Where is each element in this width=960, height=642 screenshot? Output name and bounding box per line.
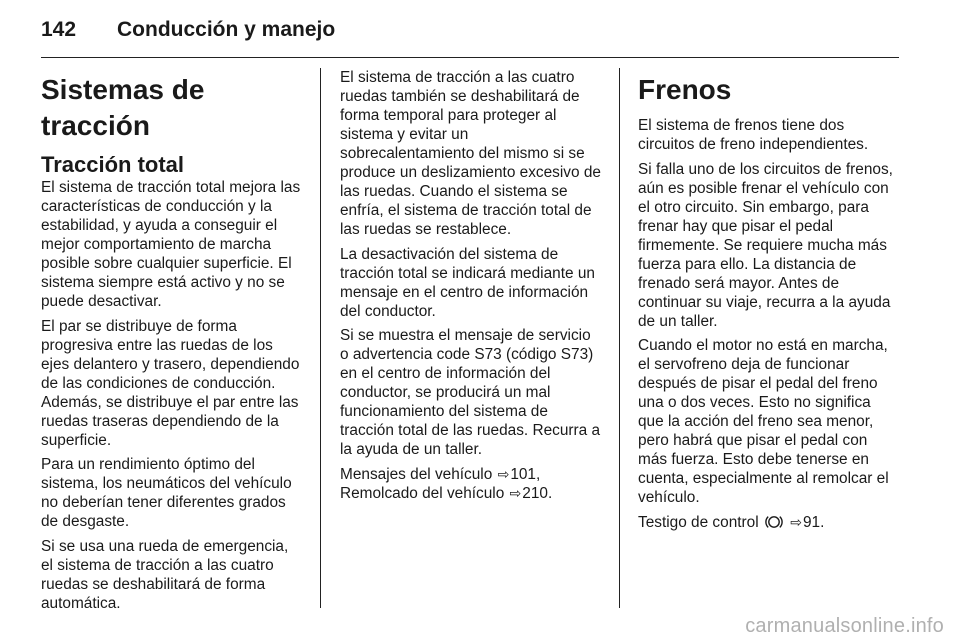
- column-3: [638, 68, 900, 537]
- paragraph: El sistema de frenos tiene dos circuitos de freno independientes.: [638, 117, 869, 153]
- reference-arrow-icon: ⇨: [497, 465, 510, 482]
- paragraph: Si se muestra el mensaje de servicio o advertencia code S73 (código S73) en el centro de información del conductor, se producirá un mal funcionamiento del sistema de tracción total de las ruedas. Recurra a la ayuda de un taller.: [340, 327, 601, 458]
- ref-page-link[interactable]: 101: [510, 465, 536, 483]
- paragraph: Cuando el motor no está en marcha, el servofreno deja de funcionar después de pisar el pedal del freno una o dos veces. Esto no significa que la acción del freno sea menor, pero habrá que pisar el pedal con más fuerza. Esto debe tenerse en cuenta, especialmente al remolcar el vehículo.: [638, 337, 889, 506]
- ref-text: Testigo de control: [638, 513, 759, 531]
- paragraph: El sistema de tracción a las cuatro ruedas también se deshabilitará de forma temporal para proteger al sistema y evitar un sobrecalentamiento del mismo si se produce un deslizamiento excesivo de las ruedas. Cuando el sistema se enfría, el sistema de tracción total de las ruedas se restablece.: [340, 69, 601, 238]
- section-title-brakes: Frenos: [638, 74, 732, 105]
- paragraph: La desactivación del sistema de tracción total se indicará mediante un mensaje en el centro de información del conductor.: [340, 245, 595, 320]
- page-header: [41, 16, 335, 44]
- subsection-title-awd: Tracción total: [41, 152, 185, 177]
- paragraph: El sistema de tracción total mejora las características de conducción y la estabilidad, y ayuda a conseguir el mejor comportamiento de marcha posible sobre cualquier superficie. El sistema siempre está activo y no se puede desactivar.: [41, 179, 301, 310]
- watermark: carmanualsonline.info: [745, 615, 944, 637]
- ref-page-link[interactable]: 210: [522, 484, 548, 502]
- header-rule: [41, 57, 899, 58]
- ref-text: Remolcado del vehículo: [340, 484, 505, 502]
- reference-arrow-icon: ⇨: [790, 513, 802, 530]
- paragraph: Si falla uno de los circuitos de frenos, aún es posible frenar el vehículo con el otro circuito. Sin embargo, para frenar hay que pisar el pedal firmemente. Se requiere mucha más fuerza para ello. La distancia de frenado será mayor. Antes de continuar su viaje, recurra a la ayuda de un taller.: [638, 160, 893, 330]
- reference-line: Testigo de control ⇨91.: [638, 513, 825, 531]
- ref-text: Mensajes del vehículo: [340, 465, 493, 483]
- column-divider: [320, 68, 321, 608]
- page-number: 142: [41, 18, 77, 41]
- brake-warning-lamp-icon: [765, 514, 783, 530]
- reference-arrow-icon: ⇨: [509, 484, 522, 501]
- paragraph: El par se distribuye de forma progresiva entre las ruedas de los ejes delantero y trasero, dependiendo de las condiciones de conducción. Además, se distribuye el par entre las ruedas traseras dependiendo de la superficie.: [41, 317, 300, 449]
- section-title-traction: Sistemas de tracción: [41, 74, 205, 141]
- column-1: [41, 68, 303, 618]
- ref-page-link[interactable]: 91: [802, 513, 821, 531]
- chapter-title: Conducción y manejo: [117, 18, 336, 41]
- reference-line: Mensajes del vehículo ⇨101, Remolcado del vehículo ⇨210.: [340, 465, 553, 502]
- paragraph: Para un rendimiento óptimo del sistema, los neumáticos del vehículo no deberían tener diferentes grados de desgaste.: [41, 456, 292, 530]
- column-2: [340, 68, 602, 508]
- column-divider: [619, 68, 620, 608]
- paragraph: Si se usa una rueda de emergencia, el sistema de tracción a las cuatro ruedas se deshabilitará de forma automática.: [41, 537, 289, 612]
